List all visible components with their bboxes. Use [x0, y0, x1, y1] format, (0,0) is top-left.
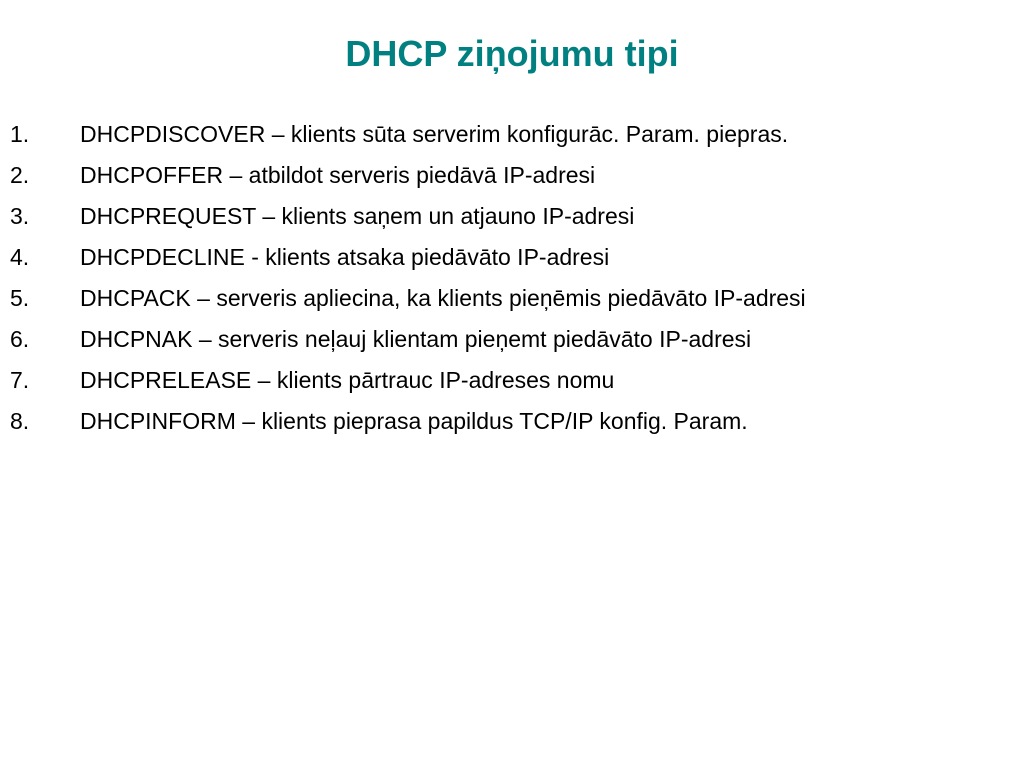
message-type-list [0, 115, 1020, 443]
list-item-text: DHCPINFORM – klients pieprasa papildus TCP/IP konfig. Param. [80, 408, 748, 434]
list-item [0, 156, 1020, 197]
list-item-number: 6. [10, 326, 30, 352]
list-item-number: 4. [10, 244, 30, 270]
list-item-text: DHCPACK – serveris apliecina, ka klients pieņēmis piedāvāto IP-adresi [80, 285, 806, 311]
list-item-text: DHCPOFFER – atbildot serveris piedāvā IP-adresi [80, 162, 596, 188]
list-item [0, 279, 1020, 320]
list-item-text: DHCPRELEASE – klients pārtrauc IP-adreses nomu [80, 367, 615, 393]
slide-title: DHCP ziņojumu tipi [345, 33, 679, 74]
list-item-number: 2. [10, 162, 30, 188]
list-item-text: DHCPREQUEST – klients saņem un atjauno IP-adresi [80, 203, 635, 229]
list-item-text: DHCPDECLINE - klients atsaka piedāvāto IP-adresi [80, 244, 610, 270]
list-item-number: 5. [10, 285, 30, 311]
list-item [0, 320, 1020, 361]
list-item-text: DHCPDISCOVER – klients sūta serverim konfigurāc. Param. piepras. [80, 121, 789, 147]
list-item-number: 7. [10, 367, 30, 393]
list-item [0, 402, 1020, 443]
list-item [0, 361, 1020, 402]
list-item [0, 115, 1020, 156]
list-item-text: DHCPNAK – serveris neļauj klientam pieņemt piedāvāto IP-adresi [80, 326, 752, 352]
list-item-number: 8. [10, 408, 30, 434]
list-item-number: 3. [10, 203, 30, 229]
list-item [0, 238, 1020, 279]
list-item-number: 1. [10, 121, 30, 147]
list-item [0, 197, 1020, 238]
